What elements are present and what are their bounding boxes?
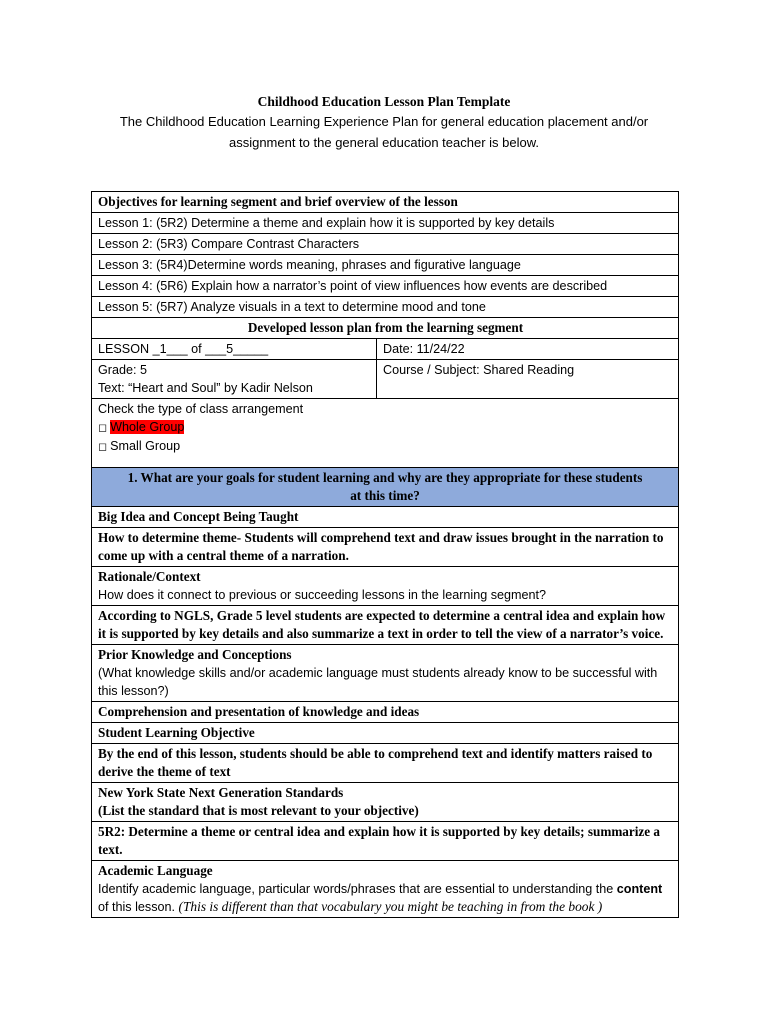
section-row xyxy=(92,702,679,723)
rationale-text: According to NGLS, Grade 5 level students are expected to determine a central idea and explain how it is supported by key details and also summarize a text in order to tell the view of a narrator’s voice. xyxy=(92,606,679,645)
goals-heading-row xyxy=(92,468,679,507)
rationale-cell xyxy=(92,567,679,606)
grade-text-cell xyxy=(92,360,377,399)
objective-label: Student Learning Objective xyxy=(92,723,679,744)
rationale-prompt: How does it connect to previous or succeeding lessons in the learning segment? xyxy=(98,588,547,602)
standards-text: 5R2: Determine a theme or central idea and explain how it is supported by key details; summarize a text. xyxy=(92,822,679,861)
section-row xyxy=(92,744,679,783)
option-label: Whole Group xyxy=(110,420,185,434)
lesson-row xyxy=(92,297,679,318)
objectives-heading: Objectives for learning segment and brief overview of the lesson xyxy=(92,192,679,213)
grade-course-row xyxy=(92,360,679,399)
lesson-row xyxy=(92,213,679,234)
arrangement-cell xyxy=(92,399,679,468)
intro-text: The Childhood Education Learning Experience Plan for general education placement and/or assignment to the general education teacher is below. xyxy=(119,114,649,150)
option-label: Small Group xyxy=(110,439,181,453)
lesson-date-row xyxy=(92,339,679,360)
section-row xyxy=(92,606,679,645)
goals-heading: 1. What are your goals for student learning and why are they appropriate for these students at this time? xyxy=(92,468,679,507)
section-row xyxy=(92,822,679,861)
academic-italic-note: (This is different than that vocabulary you might be teaching in from the book ) xyxy=(178,899,603,914)
standards-label: New York State Next Generation Standards xyxy=(98,785,344,800)
lesson-number: LESSON _1___ of ___5_____ xyxy=(92,339,377,360)
arrangement-label: Check the type of class arrangement xyxy=(98,402,304,416)
lesson-row xyxy=(92,234,679,255)
academic-prompt-bold: content xyxy=(616,882,663,896)
lesson-row xyxy=(92,255,679,276)
document-title: Childhood Education Lesson Plan Template xyxy=(257,94,511,109)
lesson-1: Lesson 1: (5R2) Determine a theme and explain how it is supported by key details xyxy=(92,213,679,234)
grade: Grade: 5 xyxy=(98,363,148,377)
section-row xyxy=(92,567,679,606)
course-subject: Course / Subject: Shared Reading xyxy=(377,360,679,399)
prior-text: Comprehension and presentation of knowledge and ideas xyxy=(92,702,679,723)
lesson-2: Lesson 2: (5R3) Compare Contrast Characters xyxy=(92,234,679,255)
section-row xyxy=(92,645,679,702)
academic-prompt-1: Identify academic language, particular words/phrases that are essential to understanding the xyxy=(98,882,614,896)
prior-cell xyxy=(92,645,679,702)
objective-text: By the end of this lesson, students should be able to comprehend text and identify matters raised to derive the theme of text xyxy=(92,744,679,783)
standards-cell xyxy=(92,783,679,822)
section-row xyxy=(92,723,679,744)
section-row xyxy=(92,507,679,528)
academic-prompt-2: of this lesson. xyxy=(98,900,176,914)
option-small-group[interactable] xyxy=(98,437,673,456)
section-row xyxy=(92,528,679,567)
prior-label: Prior Knowledge and Conceptions xyxy=(98,647,292,662)
academic-label: Academic Language xyxy=(98,863,213,878)
section-row xyxy=(92,783,679,822)
lesson-4: Lesson 4: (5R6) Explain how a narrator’s point of view influences how events are described xyxy=(92,276,679,297)
big-idea-label: Big Idea and Concept Being Taught xyxy=(92,507,679,528)
checkbox-icon[interactable]: ◻ xyxy=(98,441,108,453)
big-idea-text: How to determine theme- Students will comprehend text and draw issues brought in the narration to come up with a central theme of a narration. xyxy=(92,528,679,567)
rationale-label: Rationale/Context xyxy=(98,569,201,584)
academic-cell xyxy=(92,861,679,918)
standards-prompt: (List the standard that is most relevant to your objective) xyxy=(98,803,419,818)
lesson-date: Date: 11/24/22 xyxy=(377,339,679,360)
section-row xyxy=(92,861,679,918)
checkbox-icon[interactable]: ◻ xyxy=(98,422,108,434)
lesson-plan-table xyxy=(91,191,679,918)
objectives-heading-row xyxy=(92,192,679,213)
arrangement-row xyxy=(92,399,679,468)
developed-heading-row xyxy=(92,318,679,339)
text-title: Text: “Heart and Soul” by Kadir Nelson xyxy=(98,381,313,395)
prior-prompt: (What knowledge skills and/or academic language must students already know to be successful with this lesson?) xyxy=(98,666,658,698)
lesson-5: Lesson 5: (5R7) Analyze visuals in a text to determine mood and tone xyxy=(92,297,679,318)
lesson-row xyxy=(92,276,679,297)
option-whole-group[interactable] xyxy=(98,418,673,437)
lesson-3: Lesson 3: (5R4)Determine words meaning, phrases and figurative language xyxy=(92,255,679,276)
developed-heading: Developed lesson plan from the learning segment xyxy=(92,318,679,339)
